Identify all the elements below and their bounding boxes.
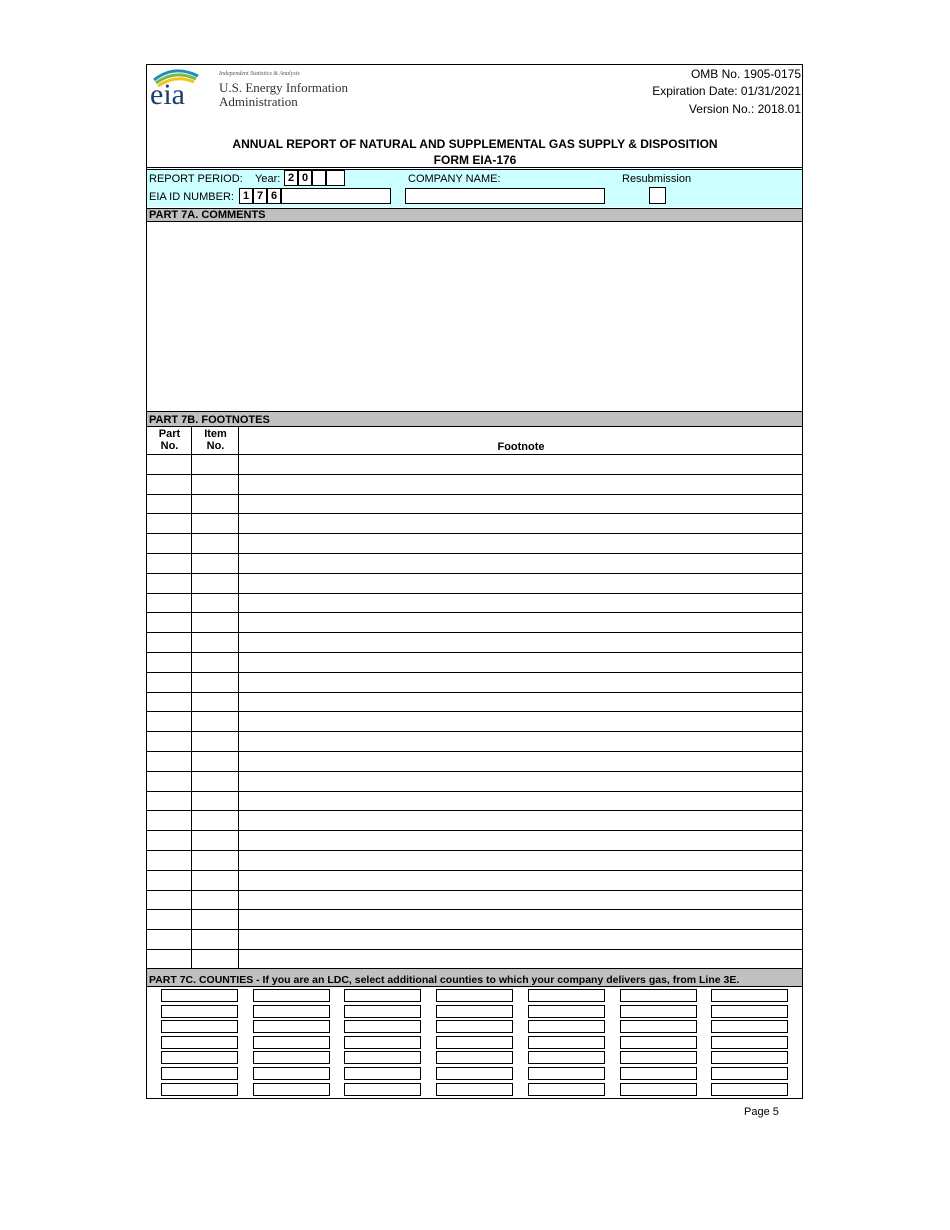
footnote-part-cell[interactable]	[147, 495, 191, 514]
eia-id-digit-1[interactable]: 1	[239, 188, 253, 204]
county-select[interactable]	[620, 1067, 697, 1080]
part7b-heading: PART 7B. FOOTNOTES	[147, 411, 802, 427]
footnote-part-cell[interactable]	[147, 633, 191, 652]
county-select[interactable]	[436, 1036, 513, 1049]
footnote-text-cell[interactable]	[239, 475, 802, 494]
county-select[interactable]	[253, 1036, 330, 1049]
footnote-item-cell[interactable]	[192, 950, 238, 969]
footnote-text-cell[interactable]	[239, 613, 802, 632]
footnote-part-cell[interactable]	[147, 851, 191, 870]
county-select[interactable]	[253, 1005, 330, 1018]
footnote-text-cell[interactable]	[239, 534, 802, 553]
col-item-no: Item No.	[204, 428, 227, 452]
part7c-heading: PART 7C. COUNTIES - If you are an LDC, select additional counties to which your company delivers gas, from Line 3E.	[147, 968, 802, 987]
footnote-text-cell[interactable]	[239, 831, 802, 850]
agency-name-line2: Administration	[219, 94, 298, 109]
footnote-item-cell[interactable]	[192, 613, 238, 632]
footnote-part-cell[interactable]	[147, 534, 191, 553]
eia-id-digit-3[interactable]: 6	[267, 188, 281, 204]
footnote-item-cell[interactable]	[192, 455, 238, 474]
footnote-text-cell[interactable]	[239, 891, 802, 910]
county-select[interactable]	[344, 989, 421, 1002]
county-select[interactable]	[528, 1005, 605, 1018]
footnote-item-cell[interactable]	[192, 534, 238, 553]
year-digit-2[interactable]: 0	[298, 170, 312, 186]
county-select[interactable]	[253, 1051, 330, 1064]
county-select[interactable]	[253, 1083, 330, 1096]
col-part-no: Part No.	[158, 428, 181, 452]
eia-id-digit-2[interactable]: 7	[253, 188, 267, 204]
eia-id-input[interactable]	[281, 188, 391, 204]
county-select[interactable]	[344, 1020, 421, 1033]
eia-id-label: EIA ID NUMBER:	[149, 191, 234, 203]
footnote-part-cell[interactable]	[147, 653, 191, 672]
county-select[interactable]	[528, 1051, 605, 1064]
county-select[interactable]	[344, 1067, 421, 1080]
col-footnote: Footnote	[497, 441, 545, 453]
county-select[interactable]	[344, 1083, 421, 1096]
county-select[interactable]	[436, 1005, 513, 1018]
footnote-text-cell[interactable]	[239, 574, 802, 593]
footnote-item-cell[interactable]	[192, 673, 238, 692]
county-select[interactable]	[161, 1083, 238, 1096]
county-select[interactable]	[711, 989, 788, 1002]
agency-name-line1: U.S. Energy Information	[219, 80, 349, 95]
footnote-part-cell[interactable]	[147, 613, 191, 632]
footnote-text-cell[interactable]	[239, 554, 802, 573]
footnote-part-cell[interactable]	[147, 752, 191, 771]
footnote-item-cell[interactable]	[192, 851, 238, 870]
resubmission-label: Resubmission	[622, 173, 692, 185]
footnote-part-cell[interactable]	[147, 910, 191, 929]
county-select[interactable]	[528, 1083, 605, 1096]
form-title: ANNUAL REPORT OF NATURAL AND SUPPLEMENTAL GAS SUPPLY & DISPOSITION	[232, 137, 718, 151]
footnote-item-cell[interactable]	[192, 712, 238, 731]
footnote-part-cell[interactable]	[147, 693, 191, 712]
county-select[interactable]	[711, 1020, 788, 1033]
footnote-part-cell[interactable]	[147, 792, 191, 811]
agency-tagline: Independent Statistics & Analysis	[219, 71, 300, 77]
footnote-item-cell[interactable]	[192, 495, 238, 514]
county-select[interactable]	[711, 1005, 788, 1018]
footnote-part-cell[interactable]	[147, 811, 191, 830]
footnote-text-cell[interactable]	[239, 811, 802, 830]
county-select[interactable]	[161, 1036, 238, 1049]
county-select[interactable]	[711, 1067, 788, 1080]
year-digit-3[interactable]	[312, 170, 326, 186]
county-select[interactable]	[528, 1020, 605, 1033]
comments-area[interactable]	[147, 222, 802, 411]
county-select[interactable]	[436, 1067, 513, 1080]
footnote-part-cell[interactable]	[147, 475, 191, 494]
footnote-item-cell[interactable]	[192, 772, 238, 791]
county-select[interactable]	[436, 989, 513, 1002]
footnote-part-cell[interactable]	[147, 712, 191, 731]
resubmission-checkbox[interactable]	[649, 187, 666, 204]
footnote-item-cell[interactable]	[192, 792, 238, 811]
year-label: Year:	[255, 173, 281, 185]
county-select[interactable]	[436, 1020, 513, 1033]
footnote-item-cell[interactable]	[192, 871, 238, 890]
footnote-text-cell[interactable]	[239, 693, 802, 712]
county-select[interactable]	[436, 1051, 513, 1064]
footnote-item-cell[interactable]	[192, 831, 238, 850]
page-number: Page 5	[744, 1106, 779, 1118]
footnote-text-cell[interactable]	[239, 633, 802, 652]
footnote-text-cell[interactable]	[239, 851, 802, 870]
footnote-item-cell[interactable]	[192, 811, 238, 830]
county-select[interactable]	[344, 1005, 421, 1018]
county-select[interactable]	[711, 1036, 788, 1049]
year-digit-4[interactable]	[326, 170, 345, 186]
footnote-text-cell[interactable]	[239, 732, 802, 751]
footnote-part-cell[interactable]	[147, 871, 191, 890]
county-select[interactable]	[711, 1083, 788, 1096]
footnote-item-cell[interactable]	[192, 693, 238, 712]
footnote-part-cell[interactable]	[147, 831, 191, 850]
county-select[interactable]	[711, 1051, 788, 1064]
footnote-text-cell[interactable]	[239, 455, 802, 474]
year-digit-1[interactable]: 2	[284, 170, 298, 186]
report-period-label: REPORT PERIOD:	[149, 173, 243, 185]
company-name-input[interactable]	[405, 188, 605, 204]
footnote-text-cell[interactable]	[239, 910, 802, 929]
footnote-part-cell[interactable]	[147, 732, 191, 751]
footnote-part-cell[interactable]	[147, 574, 191, 593]
county-select[interactable]	[620, 1036, 697, 1049]
footnote-item-cell[interactable]	[192, 732, 238, 751]
footnote-item-cell[interactable]	[192, 891, 238, 910]
county-select[interactable]	[161, 1005, 238, 1018]
footnote-item-cell[interactable]	[192, 910, 238, 929]
footnote-item-cell[interactable]	[192, 633, 238, 652]
county-select[interactable]	[620, 1083, 697, 1096]
footnote-part-cell[interactable]	[147, 930, 191, 949]
county-select[interactable]	[161, 989, 238, 1002]
county-select[interactable]	[528, 1067, 605, 1080]
footnote-text-cell[interactable]	[239, 594, 802, 613]
part7a-heading: PART 7A. COMMENTS	[147, 208, 802, 222]
footnote-part-cell[interactable]	[147, 594, 191, 613]
footnote-part-cell[interactable]	[147, 950, 191, 969]
county-select[interactable]	[253, 1067, 330, 1080]
footnote-item-cell[interactable]	[192, 574, 238, 593]
county-select[interactable]	[620, 989, 697, 1002]
county-select[interactable]	[161, 1051, 238, 1064]
footnote-text-cell[interactable]	[239, 653, 802, 672]
footnote-part-cell[interactable]	[147, 673, 191, 692]
footnote-text-cell[interactable]	[239, 673, 802, 692]
footnote-text-cell[interactable]	[239, 950, 802, 969]
version-number: Version No.: 2018.01	[688, 102, 801, 116]
footnote-text-cell[interactable]	[239, 712, 802, 731]
footnote-text-cell[interactable]	[239, 871, 802, 890]
footnote-text-cell[interactable]	[239, 752, 802, 771]
footnote-item-cell[interactable]	[192, 594, 238, 613]
footnote-text-cell[interactable]	[239, 792, 802, 811]
footnote-item-cell[interactable]	[192, 930, 238, 949]
footnote-item-cell[interactable]	[192, 514, 238, 533]
county-select[interactable]	[620, 1051, 697, 1064]
county-select[interactable]	[528, 989, 605, 1002]
county-select[interactable]	[161, 1020, 238, 1033]
county-select[interactable]	[253, 989, 330, 1002]
footnote-item-cell[interactable]	[192, 752, 238, 771]
expiration-date: Expiration Date: 01/31/2021	[652, 84, 801, 98]
county-select[interactable]	[620, 1005, 697, 1018]
footnote-text-cell[interactable]	[239, 514, 802, 533]
footnote-part-cell[interactable]	[147, 772, 191, 791]
footnote-text-cell[interactable]	[239, 772, 802, 791]
svg-text:eia: eia	[150, 78, 185, 108]
omb-number: OMB No. 1905-0175	[690, 67, 801, 81]
county-select[interactable]	[344, 1036, 421, 1049]
footnote-item-cell[interactable]	[192, 653, 238, 672]
form-subtitle: FORM EIA-176	[433, 153, 517, 167]
county-select[interactable]	[528, 1036, 605, 1049]
county-select[interactable]	[344, 1051, 421, 1064]
footnote-part-cell[interactable]	[147, 891, 191, 910]
footnote-part-cell[interactable]	[147, 554, 191, 573]
company-name-label: COMPANY NAME:	[408, 173, 501, 185]
county-select[interactable]	[253, 1020, 330, 1033]
county-select[interactable]	[620, 1020, 697, 1033]
county-select[interactable]	[436, 1083, 513, 1096]
footnote-item-cell[interactable]	[192, 554, 238, 573]
footnote-text-cell[interactable]	[239, 930, 802, 949]
footnote-part-cell[interactable]	[147, 455, 191, 474]
footnote-part-cell[interactable]	[147, 514, 191, 533]
footnote-item-cell[interactable]	[192, 475, 238, 494]
county-select[interactable]	[161, 1067, 238, 1080]
footnote-text-cell[interactable]	[239, 495, 802, 514]
